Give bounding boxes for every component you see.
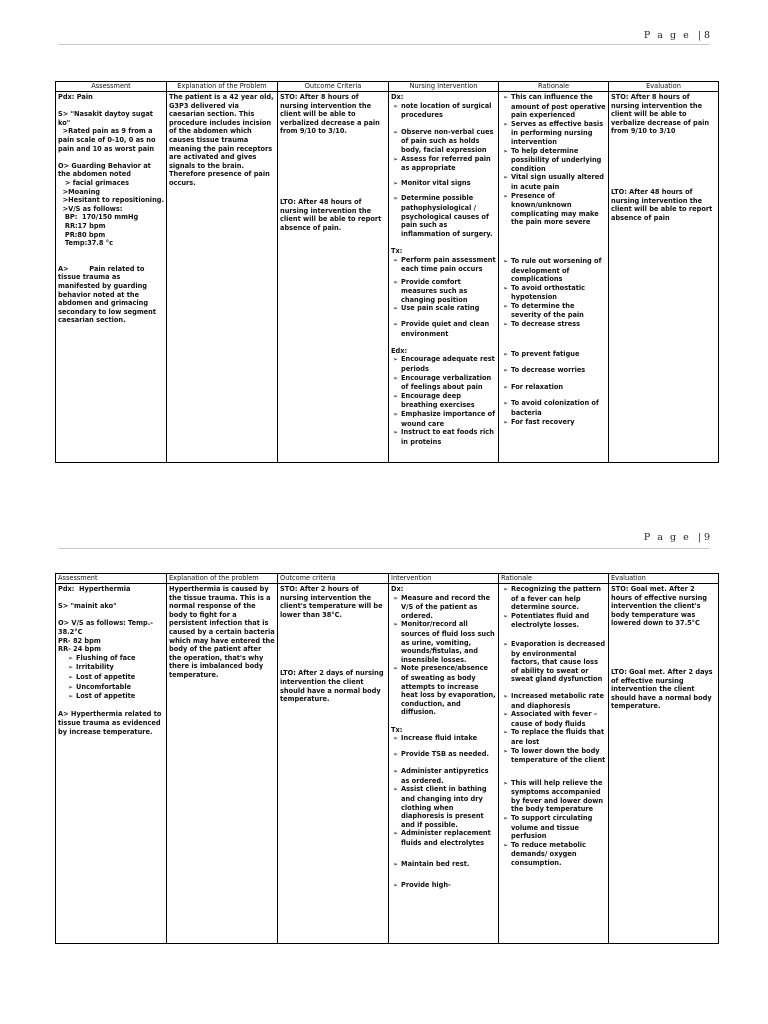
rationale-item-text: Evaporation is decreased by environmental factors, that cause loss of ability to sweat or sweat gland dysfunction — [511, 639, 608, 684]
dx-list — [391, 102, 496, 239]
rationale-item-text: To decrease stress — [511, 320, 581, 329]
edx-item — [391, 355, 496, 373]
arrow-bullet-icon: ➢ — [68, 664, 74, 672]
dx-label: Dx: — [391, 585, 404, 593]
assessment-bullet-text: Lost of appetite — [76, 672, 136, 681]
rationale-item-text: Increased metabolic rate and diaphoresis — [511, 691, 607, 710]
rationale-item — [501, 284, 606, 302]
arrow-bullet-icon: ➢ — [393, 735, 399, 743]
header-assessment: Assessment — [56, 82, 167, 92]
assessment-line — [58, 153, 164, 162]
arrow-bullet-icon: ➢ — [68, 683, 74, 691]
rationale-item-text: To reduce metabolic demands/ oxygen consumption. — [511, 840, 589, 868]
assessment-line: O> Guarding Behavior at the abdomen noted — [58, 161, 154, 179]
assessment-cell — [56, 92, 167, 463]
rationale-item — [501, 192, 606, 227]
rationale-item-text: To prevent fatigue — [511, 349, 580, 358]
arrow-bullet-icon: ➢ — [393, 392, 399, 400]
assessment-bullet — [58, 654, 164, 664]
assessment-line — [58, 594, 164, 603]
assessment-bullets — [58, 654, 164, 702]
header-explanation: Explanation of the problem — [167, 574, 278, 584]
rationale-item — [501, 779, 606, 814]
edx-list — [391, 355, 496, 446]
rationale-cell — [499, 92, 609, 463]
arrow-bullet-icon: ➢ — [503, 612, 509, 620]
assessment-bullet-text: Lost of appetite — [76, 692, 136, 701]
assessment-line — [58, 102, 164, 111]
outcome-lto: LTO: After 2 days of nursing intervention the client should have a normal body temperature. — [280, 669, 386, 704]
dx-item — [391, 102, 496, 120]
evaluation-sto: STO: Goal met. After 2 hours of effective nursing intervention the client's body temperature was lowered down to 37.5°C — [611, 585, 710, 628]
rationale-item-text: To rule out worsening of development of complications — [511, 256, 604, 284]
arrow-bullet-icon: ➢ — [393, 411, 399, 418]
tx-item-text: Administer replacement fluids and electrolytes — [401, 829, 494, 848]
rationale-item — [501, 350, 606, 360]
dx-item-text: Observe non-verbal cues of pain such as holds body, facial expression — [401, 127, 496, 154]
arrow-bullet-icon: ➢ — [503, 841, 509, 849]
arrow-bullet-icon: ➢ — [393, 860, 399, 868]
evaluation-lto: LTO: Goal met. After 2 days of effective nursing intervention the client should have a normal body temperature. — [611, 667, 715, 711]
arrow-bullet-icon: ➢ — [393, 665, 399, 673]
header-evaluation: Evaluation — [609, 574, 719, 584]
edx-item — [391, 374, 496, 392]
rationale-item-text: Vital sign usually altered in acute pain — [511, 173, 607, 191]
intervention-cell — [389, 92, 499, 463]
evaluation-cell — [609, 584, 719, 944]
arrow-bullet-icon: ➢ — [393, 882, 399, 890]
assessment-bullet — [58, 663, 164, 673]
rationale-item-text: For relaxation — [511, 382, 564, 391]
tx-item-text: Provide quiet and clean environment — [401, 320, 492, 338]
rationale-item — [501, 320, 606, 330]
intervention-cell — [389, 584, 499, 944]
arrow-bullet-icon: ➢ — [503, 586, 509, 593]
rationale-item-text: This can influence the amount of post operative pain experienced — [511, 93, 608, 120]
assessment-line: >Hesitant to repositioning. — [58, 196, 164, 205]
dx-item — [391, 128, 496, 155]
edx-label: Edx: — [391, 346, 408, 355]
assessment-line — [58, 248, 164, 257]
assessment-line: Temp:37.8 °c — [58, 239, 113, 248]
dx-item-text: Note presence/absence of sweating as body attempts to increase heat loss by evaporation, conduction, and diffusion. — [401, 664, 498, 717]
edx-item-text: Encourage verbalization of feelings about pain — [401, 373, 494, 392]
arrow-bullet-icon: ➢ — [68, 693, 74, 701]
assessment-line: A> Pain related to tissue trauma as manifested by guarding behavior noted at the abdomen and grimacing secondary to low segment caesarian section. — [58, 264, 159, 325]
table-header-row — [56, 574, 719, 584]
explanation-text: The patient is a 42 year old, G3P3 delivered via caesarian section. This procedure includes incision of the abdomen which causes tissue trauma meaning the pain receptors are activated and gives signals to the brain. Therefore presence of pain occurs. — [169, 93, 276, 187]
rationale-item-text: To decrease worries — [511, 366, 586, 375]
tx-item — [391, 767, 496, 785]
assessment-line: PR:80 bpm — [58, 230, 106, 239]
tx-item-text: Provide high- — [401, 881, 451, 890]
rationale-item-text: Serves as effective basis in performing nursing intervention — [511, 119, 606, 146]
table-row — [56, 92, 719, 463]
rationale-item-text: Potentiates fluid and electrolyte losses. — [511, 611, 592, 630]
assessment-lines — [58, 585, 164, 654]
assessment-line: RR:17 bpm — [58, 221, 106, 230]
assessment-line: > facial grimaces — [58, 178, 130, 187]
rationale-item — [501, 841, 606, 868]
assessment-line: BP: 170/150 mmHg — [58, 213, 139, 222]
arrow-bullet-icon: ➢ — [393, 786, 399, 794]
arrow-bullet-icon: ➢ — [503, 350, 509, 358]
arrow-bullet-icon: ➢ — [393, 155, 399, 163]
tx-label: Tx: — [391, 725, 403, 734]
rationale-item-text: To avoid colonization of bacteria — [511, 399, 602, 418]
dx-item — [391, 664, 496, 717]
tx-item — [391, 734, 496, 744]
arrow-bullet-icon: ➢ — [393, 128, 399, 136]
arrow-bullet-icon: ➢ — [503, 174, 509, 182]
arrow-bullet-icon: ➢ — [393, 621, 399, 629]
arrow-bullet-icon: ➢ — [393, 356, 399, 364]
edx-item — [391, 410, 496, 428]
rationale-item-text: To replace the fluids that are lost — [511, 728, 607, 746]
care-plan-table-hyperthermia — [55, 573, 719, 944]
assessment-line: PR- 82 bpm — [58, 636, 101, 645]
tx-item-text: Provide TSB as needed. — [401, 749, 489, 758]
dx-item-text: Assess for referred pain as appropriate — [401, 154, 494, 173]
edx-item-text: Encourage deep breathing exercises — [401, 391, 475, 410]
arrow-bullet-icon: ➢ — [503, 321, 509, 329]
tx-item — [391, 829, 496, 847]
arrow-bullet-icon: ➢ — [393, 256, 399, 264]
dx-label: Dx: — [391, 93, 404, 101]
rationale-cell — [499, 584, 609, 944]
dx-item-text: Measure and record the V/S of the patient as ordered. — [401, 593, 493, 620]
explanation-text: Hyperthermia is caused by the tissue trauma. This is a normal response of the body to fight for a persistent infection that is caused by a certain bacteria which may have entered the body of the patient after the operation, that's why there is imbalanced body temperature. — [169, 585, 278, 679]
arrow-bullet-icon: ➢ — [393, 429, 399, 437]
arrow-bullet-icon: ➢ — [393, 374, 399, 382]
arrow-bullet-icon: ➢ — [503, 284, 509, 292]
rationale-item — [501, 147, 606, 174]
page-label: P a g e — [643, 30, 691, 41]
header-intervention: Intervention — [389, 574, 499, 584]
evaluation-cell — [609, 92, 719, 463]
assessment-line: Pdx: Hyperthermia — [58, 585, 131, 593]
tx-item — [391, 750, 496, 760]
assessment-line — [58, 611, 164, 620]
rationale-item — [501, 640, 606, 684]
dx-item — [391, 194, 496, 238]
arrow-bullet-icon: ➢ — [393, 305, 399, 313]
tx-item-text: Perform pain assessment each time pain occurs — [401, 255, 498, 274]
evaluation-sto: STO: After 8 hours of nursing intervention the client will be able to verbalize decrease of pain from 9/10 to 3/10 — [611, 93, 712, 136]
arrow-bullet-icon: ➢ — [503, 747, 509, 755]
assessment-bullet — [58, 683, 164, 693]
rationale-item — [501, 585, 606, 612]
header-rationale: Rationale — [499, 82, 609, 92]
arrow-bullet-icon: ➢ — [503, 383, 509, 391]
page-number: | 8 — [697, 30, 710, 41]
arrow-bullet-icon: ➢ — [393, 278, 399, 286]
page-number: | 9 — [697, 532, 710, 543]
tx-list — [391, 256, 496, 339]
dx-item — [391, 620, 496, 664]
assessment-bullet — [58, 692, 164, 702]
assessment-line: S> "Nasakit daytoy sugat ko" — [58, 110, 156, 127]
arrow-bullet-icon: ➢ — [393, 594, 399, 602]
arrow-bullet-icon: ➢ — [393, 750, 399, 758]
edx-item — [391, 392, 496, 410]
tx-item — [391, 320, 496, 338]
tx-item-text: Provide comfort measures such as changing position — [401, 277, 470, 304]
rationale-item-text: Presence of known/unknown complicating may make the pain more severe — [511, 191, 602, 227]
tx-item — [391, 860, 496, 870]
tx-item — [391, 881, 496, 891]
rationale-item-text: To determine the severity of the pain — [511, 301, 584, 320]
assessment-line — [58, 256, 164, 265]
arrow-bullet-icon: ➢ — [503, 779, 509, 787]
rationale-item — [501, 366, 606, 376]
arrow-bullet-icon: ➢ — [503, 815, 509, 823]
rationale-item-text: To avoid orthostatic hypotension — [511, 283, 588, 302]
header-rationale: Rationale — [499, 574, 609, 584]
rationale-item — [501, 814, 606, 841]
rationale-item-text: To support circulating volume and tissue perfusion — [511, 814, 595, 841]
tx-item-text: Administer antipyretics as ordered. — [401, 767, 491, 785]
header-outcome: Outcome criteria — [278, 574, 389, 584]
assessment-bullet-text: Flushing of face — [76, 653, 136, 662]
assessment-line: >Rated pain as 9 from a pain scale of 0-10, 0 as no pain and 10 as worst pain — [58, 127, 158, 153]
assessment-bullet — [58, 673, 164, 683]
assessment-line: O> V/S as follows: Temp.- 38.2°C — [58, 619, 156, 636]
rationale-item-text: This will help relieve the symptoms accompanied by fever and lower down the body temperature — [511, 778, 606, 814]
assessment-line: RR- 24 bpm — [58, 645, 101, 654]
care-plan-table-pain — [55, 81, 719, 463]
header-intervention: Nursing Intervention — [389, 82, 499, 92]
evaluation-lto: LTO: After 48 hours of nursing intervention the client will be able to report absence of pain — [611, 187, 715, 222]
tx-item-text: Assist client in bathing and changing into dry clothing when diaphoresis is present and if possible. — [401, 785, 489, 829]
assessment-line: >V/S as follows: — [58, 204, 123, 213]
dx-item — [391, 179, 496, 189]
rationale-item-text: Associated with fever – cause of body fluids — [511, 710, 600, 728]
table-header-row — [56, 82, 719, 92]
tx-item — [391, 256, 496, 274]
rationale-item — [501, 399, 606, 417]
rationale-item-text: For fast recovery — [511, 417, 575, 426]
arrow-bullet-icon: ➢ — [68, 654, 74, 662]
edx-item-text: Instruct to eat foods rich in proteins — [401, 428, 497, 446]
page-header — [644, 30, 710, 41]
outcome-sto: STO: After 2 hours of nursing intervention the client's temperature will be lower than 38°C. — [280, 585, 385, 619]
header-rule — [58, 44, 710, 45]
arrow-bullet-icon: ➢ — [503, 418, 509, 426]
edx-item-text: Encourage adequate rest periods — [401, 355, 498, 374]
tx-item — [391, 785, 496, 829]
dx-list — [391, 594, 496, 717]
rationale-item — [501, 692, 606, 710]
arrow-bullet-icon: ➢ — [503, 94, 509, 101]
arrow-bullet-icon: ➢ — [393, 768, 399, 776]
edx-item — [391, 428, 496, 446]
assessment-bullet-text: Uncomfortable — [76, 682, 132, 691]
arrow-bullet-icon: ➢ — [503, 147, 509, 155]
arrow-bullet-icon: ➢ — [393, 102, 399, 110]
dx-item-text: Determine possible pathophysiological / psychological causes of pain such as inflammation of surgery. — [401, 194, 493, 238]
rationale-item-text: To lower down the body temperature of the client — [511, 746, 606, 765]
rationale-item — [501, 120, 606, 147]
assessment-analysis: A> Hyperthermia related to tissue trauma as evidenced by increase temperature. — [58, 710, 164, 736]
dx-item-text: Monitor/record all sources of fluid loss such as urine, vomiting, wounds/fistulas, and insensible losses. — [401, 620, 498, 664]
header-assessment: Assessment — [56, 574, 167, 584]
arrow-bullet-icon: ➢ — [503, 367, 509, 375]
rationale-item — [501, 612, 606, 630]
assessment-bullet-text: Irritability — [76, 663, 114, 672]
rationale-item-text: Recognizing the pattern of a fever can help determine source. — [511, 585, 604, 612]
rationale-item — [501, 93, 606, 120]
header-explanation: Explanation of the Problem — [167, 82, 278, 92]
arrow-bullet-icon: ➢ — [503, 729, 509, 737]
rationale-item — [501, 728, 606, 746]
arrow-bullet-icon: ➢ — [503, 692, 509, 700]
arrow-bullet-icon: ➢ — [393, 179, 399, 187]
assessment-line: Pdx: Pain — [58, 93, 93, 101]
tx-label: Tx: — [391, 246, 403, 255]
page-label: P a g e — [643, 532, 691, 543]
assessment-cell — [56, 584, 167, 944]
arrow-bullet-icon: ➢ — [393, 830, 399, 838]
arrow-bullet-icon: ➢ — [68, 673, 74, 681]
rationale-item — [501, 747, 606, 765]
rationale-item — [501, 418, 606, 428]
arrow-bullet-icon: ➢ — [503, 302, 509, 310]
outcome-lto: LTO: After 48 hours of nursing intervention the client will be able to report absence of pain. — [280, 197, 384, 232]
rationale-item — [501, 257, 606, 284]
assessment-line: >Moaning — [58, 187, 101, 196]
dx-item — [391, 155, 496, 173]
explanation-cell — [167, 584, 278, 944]
rationale-item — [501, 173, 606, 191]
tx-item — [391, 278, 496, 305]
rationale-item — [501, 710, 606, 728]
arrow-bullet-icon: ➢ — [503, 400, 509, 408]
tx-item-text: Use pain scale rating — [401, 304, 480, 313]
tx-item — [391, 304, 496, 314]
dx-item — [391, 594, 496, 621]
rationale-item — [501, 302, 606, 320]
arrow-bullet-icon: ➢ — [393, 321, 399, 329]
header-rule — [58, 548, 710, 549]
arrow-bullet-icon: ➢ — [503, 192, 509, 200]
arrow-bullet-icon: ➢ — [503, 257, 509, 265]
outcome-sto: STO: After 8 hours of nursing intervention the client will be able to verbalized decrease a pain from 9/10 to 3/10. — [280, 93, 383, 136]
header-outcome: Outcome Criteria — [278, 82, 389, 92]
arrow-bullet-icon: ➢ — [503, 711, 509, 719]
header-evaluation: Evaluation — [609, 82, 719, 92]
dx-item-text: note location of surgical procedures — [401, 101, 494, 120]
edx-item-text: Emphasize importance of wound care — [401, 410, 498, 428]
page-header — [644, 532, 710, 543]
tx-list — [391, 734, 496, 891]
rationale-item-text: To help determine possibility of underlying condition — [511, 146, 604, 173]
tx-item-text: Increase fluid intake — [401, 734, 478, 743]
outcome-cell — [278, 584, 389, 944]
table-row — [56, 584, 719, 944]
dx-item-text: Monitor vital signs — [401, 178, 471, 187]
arrow-bullet-icon: ➢ — [503, 120, 509, 128]
rationale-item — [501, 383, 606, 393]
arrow-bullet-icon: ➢ — [503, 640, 509, 648]
arrow-bullet-icon: ➢ — [393, 195, 399, 203]
tx-item-text: Maintain bed rest. — [401, 859, 470, 868]
explanation-cell — [167, 92, 278, 463]
assessment-line: S> "mainit ako" — [58, 602, 117, 611]
outcome-cell — [278, 92, 389, 463]
